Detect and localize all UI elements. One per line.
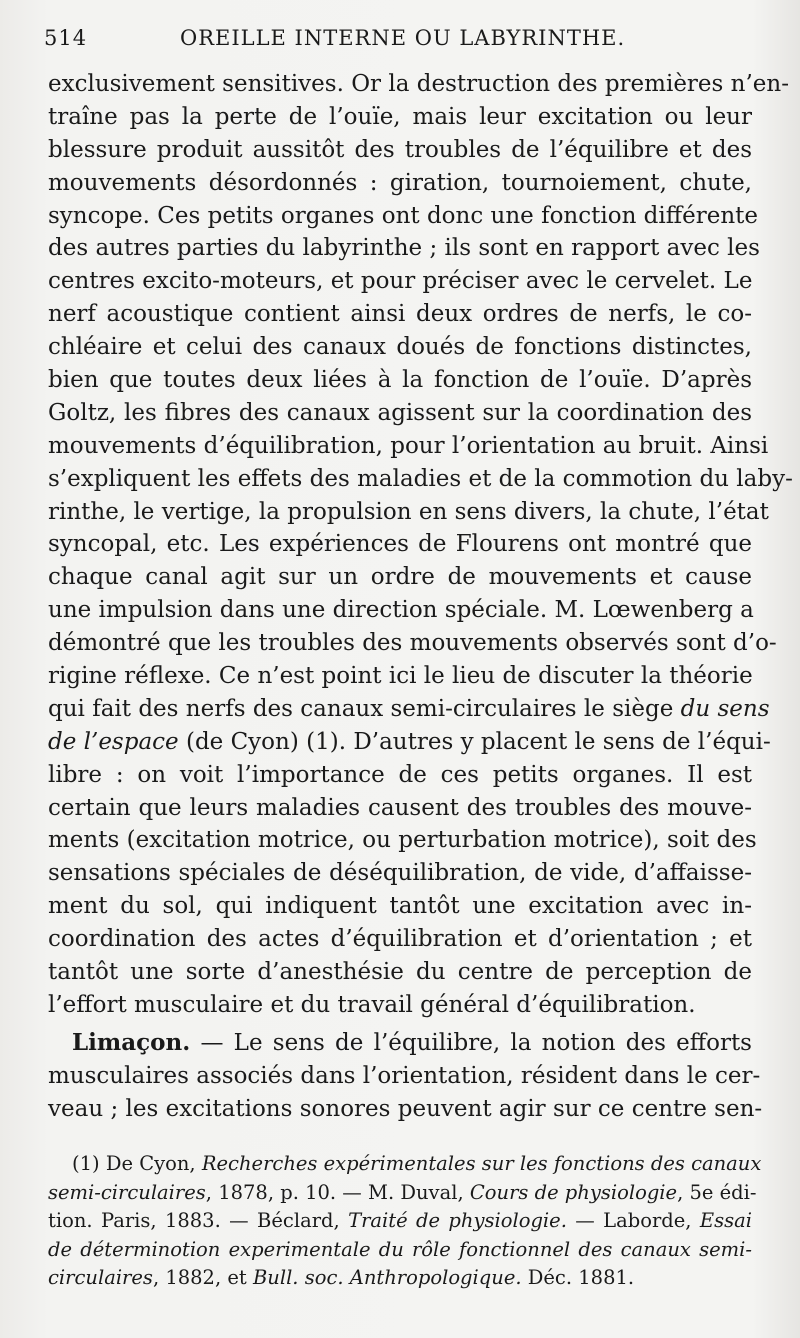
text-line: veau ; les excitations sonores peuvent agir sur ce centre sen- [48,1095,763,1122]
text-line: musculaires associés dans l’orientation, résident dans le cer- [48,1062,761,1089]
italic-run: de l’espace [48,728,179,755]
italic-run: circulaires [48,1266,153,1289]
text-line: démontré que les troubles des mouvements observés sont d’o- [48,630,777,657]
footnote-line [48,1264,752,1293]
text-line: traîne pas la perte de l’ouïe, mais leur excitation ou leur [48,103,752,130]
text-line: chléaire et celui des canaux doués de fonctions distinctes, [48,334,752,361]
italic-run: semi-circulaires [48,1180,206,1204]
text-line: sensations spéciales de déséquilibration, de vide, d’affaisse- [48,860,752,887]
italic-run: Cours de physiologie [469,1180,678,1204]
text-run: , 5e édi- [677,1180,757,1204]
text-line: rinthe, le vertige, la propulsion en sens divers, la chute, l’état [48,498,769,525]
text-line: mouvements désordonnés : giration, tournoiement, chute, [48,169,752,196]
footnote-line [48,1207,752,1236]
text-line: nerf acoustique contient ainsi deux ordres de nerfs, le co- [48,301,752,328]
text-run: tion. Paris, 1883. — Béclard, [48,1209,349,1232]
text-run: , 1882, et [152,1266,253,1289]
text-line: rigine réflexe. Ce n’est point ici le lieu de discuter la théorie [48,663,753,690]
text-run: (1) De Cyon, [72,1152,202,1175]
text-line: bien que toutes deux liées à la fonction de l’ouïe. D’après [48,367,752,394]
text-line: libre : on voit l’importance de ces petits organes. Il est [48,761,752,788]
text-line: chaque canal agit sur un ordre de mouvements et cause [48,564,752,591]
text-line: Goltz, les fibres des canaux agissent sur la coordination des [48,399,752,426]
text-run: , 1878, p. 10. — M. Duval, [205,1180,470,1204]
text-line: l’effort musculaire et du travail général d’équilibration. [48,991,696,1018]
text-line: centres excito-moteurs, et pour préciser avec le cervelet. Le [48,268,753,295]
text-run: (de Cyon) (1). D’autres y placent le sens de l’équi- [178,728,771,755]
main-text [48,68,793,1126]
text-line: mouvements d’équilibration, pour l’orientation au bruit. Ainsi [48,432,769,459]
italic-run: Essai [699,1209,753,1232]
text-run: — Le sens de l’équilibre, la notion des efforts [190,1029,752,1056]
italic-run: de déterminotion experimentale du rôle fonctionnel des canaux semi- [48,1237,752,1261]
text-run: — Laborde, [566,1209,700,1232]
text-line: des autres parties du labyrinthe ; ils sont en rapport avec les [48,235,760,262]
text-line: coordination des actes d’équilibration et d’orientation ; et [48,926,752,953]
text-line: ment du sol, qui indiquent tantôt une excitation avec in- [48,893,752,920]
text-line [48,1027,752,1060]
text-line: syncopal, etc. Les expériences de Flourens ont montré que [48,531,752,558]
page-number: 514 [44,26,88,50]
text-line [48,693,770,726]
footnote-line [48,1150,762,1179]
footnotes [48,1150,762,1293]
text-run: Déc. 1881. [521,1266,635,1289]
footnote-line [48,1179,757,1208]
text-line: certain que leurs maladies causent des troubles des mouve- [48,794,752,821]
italic-run: du sens [673,695,770,722]
italic-run: Recherches expérimentales sur les fonctions des canaux [201,1152,762,1175]
text-line [48,726,771,759]
section-heading: Limaçon. [72,1028,191,1056]
text-run: qui fait des nerfs des canaux semi-circulaires le siège [48,695,674,722]
running-title: OREILLE INTERNE OU LABYRINTHE. [180,26,626,50]
text-line: une impulsion dans une direction spéciale. M. Lœwenberg a [48,597,754,624]
footnote-line [48,1236,752,1265]
text-line: exclusivement sensitives. Or la destruction des premières n’en- [48,71,789,97]
text-line: syncope. Ces petits organes ont donc une fonction différente [48,202,758,229]
text-line: tantôt une sorte d’anesthésie du centre de perception de [48,959,752,986]
italic-run: Traité de physiologie. [348,1209,567,1232]
text-line: ments (excitation motrice, ou perturbation motrice), soit des [48,827,757,854]
italic-run: Bull. soc. Anthropologique. [252,1266,522,1289]
text-line: blessure produit aussitôt des troubles de l’équilibre et des [48,136,752,163]
running-header [44,26,760,60]
text-line: s’expliquent les effets des maladies et de la commotion du laby- [48,465,793,492]
